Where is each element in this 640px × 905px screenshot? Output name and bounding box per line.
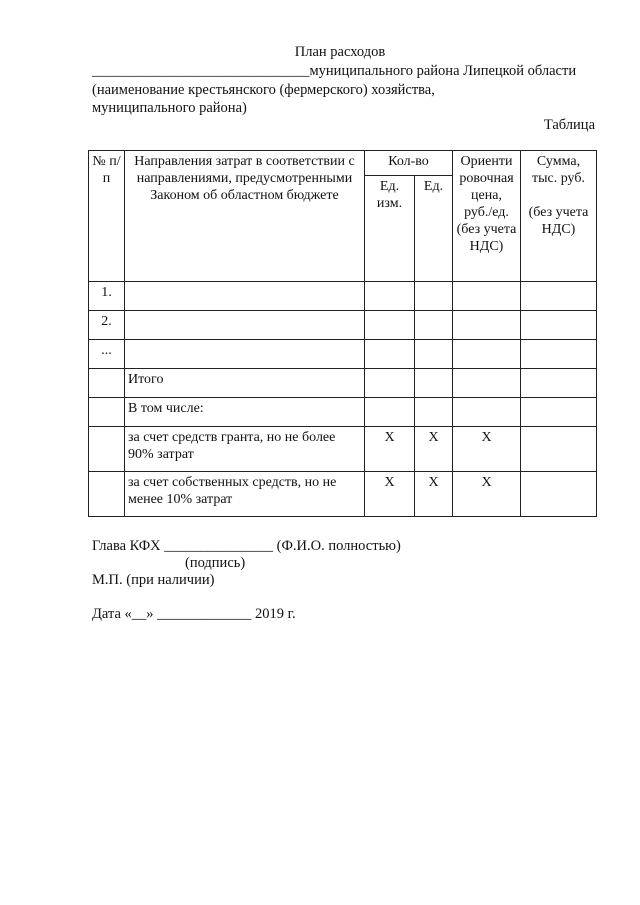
cell-empty [415,311,453,340]
cell-empty [453,398,521,427]
cell-empty [521,472,597,517]
cell-empty [415,340,453,369]
document-title: План расходов [294,44,386,60]
grant-label: за счет средств гранта, но не более 90% затрат [125,427,365,472]
row-number: 2. [89,311,125,340]
table-row [89,340,597,369]
cell-empty [125,311,365,340]
cell-empty [89,369,125,398]
footer-signature-caption: (подпись) [185,555,246,571]
cell-empty [453,340,521,369]
cell-x-mark: Х [453,427,521,472]
cell-empty [365,369,415,398]
table-row-grant [89,427,597,472]
cell-empty [365,340,415,369]
own-funds-label: за счет собственных средств, но не менее 10% затрат [125,472,365,517]
footer-stamp: М.П. (при наличии) [92,572,215,588]
header-line-3: муниципального района) [92,100,247,116]
cell-empty [415,282,453,311]
header-sum-top: Сумма, тыс. руб. [532,154,585,186]
expense-plan-table [88,150,597,517]
header-unit: Ед. [415,176,453,282]
cell-empty [453,311,521,340]
cell-empty [365,398,415,427]
row-number: 1. [89,282,125,311]
cell-x-mark: Х [415,427,453,472]
cell-x-mark: Х [453,472,521,517]
header-quantity: Кол-во [365,151,453,176]
cell-empty [521,398,597,427]
header-price: Ориенти ровочная цена, руб./ед. (без учета НДС) [453,151,521,282]
table-header-row-1 [89,151,597,176]
total-label: Итого [125,369,365,398]
cell-x-mark: Х [365,427,415,472]
table-row-including [89,398,597,427]
cell-empty [521,427,597,472]
cell-empty [521,311,597,340]
cell-empty [453,369,521,398]
header-line-1: ______________________________муниципального района Липецкой области [92,63,577,79]
header-direction: Направления затрат в соответствии с направлениями, предусмотренными Законом об областном бюджете [125,151,365,282]
header-sum-bottom: (без учета НДС) [528,205,589,237]
cell-empty [89,398,125,427]
table-row [89,311,597,340]
cell-x-mark: Х [365,472,415,517]
cell-empty [365,311,415,340]
table-row-total [89,369,597,398]
cell-empty [453,282,521,311]
header-sum [521,151,597,282]
table-label: Таблица [543,117,595,133]
cell-empty [89,472,125,517]
cell-empty [521,340,597,369]
cell-empty [521,369,597,398]
cell-empty [89,427,125,472]
header-line-2: (наименование крестьянского (фермерского) хозяйства, [92,82,435,98]
cell-empty [415,398,453,427]
including-label: В том числе: [125,398,365,427]
header-unit-measure: Ед. изм. [365,176,415,282]
cell-empty [125,340,365,369]
header-number: № п/п [89,151,125,282]
cell-empty [521,282,597,311]
footer-date: Дата «__» _____________ 2019 г. [92,606,296,622]
table-row-own-funds [89,472,597,517]
cell-empty [415,369,453,398]
cell-empty [365,282,415,311]
footer-head-signature: Глава КФХ _______________ (Ф.И.О. полностью) [92,538,401,554]
cell-empty [125,282,365,311]
table-row [89,282,597,311]
row-number: ... [89,340,125,369]
cell-x-mark: Х [415,472,453,517]
